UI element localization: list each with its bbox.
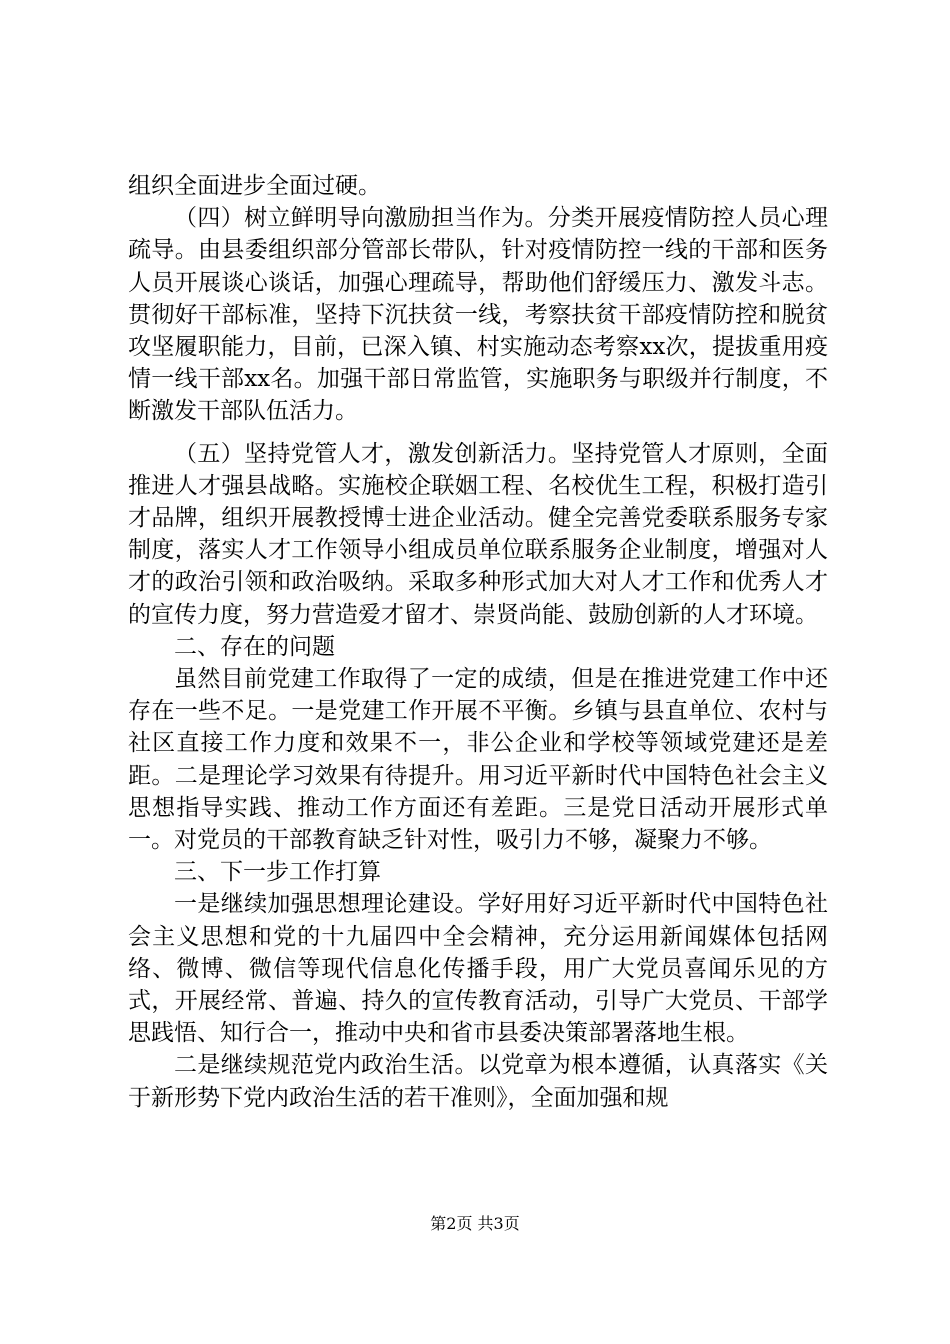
paragraph-section-5: （五）坚持党管人才，激发创新活力。坚持党管人才原则，全面推进人才强县战略。实施校企联姻工程、名校优生工程，积极打造引才品牌，组织开展教授博士进企业活动。健全完善党委联系服务专家制度，落实人才工作领导小组成员单位联系服务企业制度，增强对人才的政治引领和政治吸纳。采取多种形式加大对人才工作和优秀人才的宣传力度，努力营造爱才留才、崇贤尚能、鼓励创新的人才环境。 <box>128 440 828 628</box>
document-body <box>128 170 828 1114</box>
heading-next-steps: 三、下一步工作打算 <box>174 859 381 886</box>
paragraph-problems: 虽然目前党建工作取得了一定的成绩，但是在推进党建工作中还存在一些不足。一是党建工作开展不平衡。乡镇与县直单位、农村与社区直接工作力度和效果不一，非公企业和学校等领域党建还是差距。二是理论学习效果有待提升。用习近平新时代中国特色社会主义思想指导实践、推动工作方面还有差距。三是党日活动开展形式单一。对党员的干部教育缺乏针对性，吸引力不够，凝聚力不够。 <box>128 666 828 854</box>
paragraph-next-step-2: 二是继续规范党内政治生活。以党章为根本遵循，认真落实《关于新形势下党内政治生活的若干准则》，全面加强和规 <box>128 1052 828 1111</box>
heading-existing-problems: 二、存在的问题 <box>174 633 335 660</box>
paragraph-next-step-1: 一是继续加强思想理论建设。学好用好习近平新时代中国特色社会主义思想和党的十九届四中全会精神，充分运用新闻媒体包括网络、微博、微信等现代信息化传播手段，用广大党员喜闻乐见的方式，开展经常、普遍、持久的宣传教育活动，引导广大党员、干部学思践悟、知行合一，推动中央和省市县委决策部署落地生根。 <box>128 891 828 1047</box>
page-footer: 第2页 共3页 <box>430 1214 520 1233</box>
paragraph-section-4: （四）树立鲜明导向激励担当作为。分类开展疫情防控人员心理疏导。由县委组织部分管部长带队，针对疫情防控一线的干部和医务人员开展谈心谈话，加强心理疏导，帮助他们舒缓压力、激发斗志。贯彻好干部标准，坚持下沉扶贫一线，考察扶贫干部疫情防控和脱贫攻坚履职能力，目前，已深入镇、村实施动态考察xx次，提拔重用疫情一线干部xx名。加强干部日常监管，实施职务与职级并行制度，不断激发干部队伍活力。 <box>128 205 828 425</box>
paragraph-continuation: 组织全面进步全面过硬。 <box>128 173 381 199</box>
